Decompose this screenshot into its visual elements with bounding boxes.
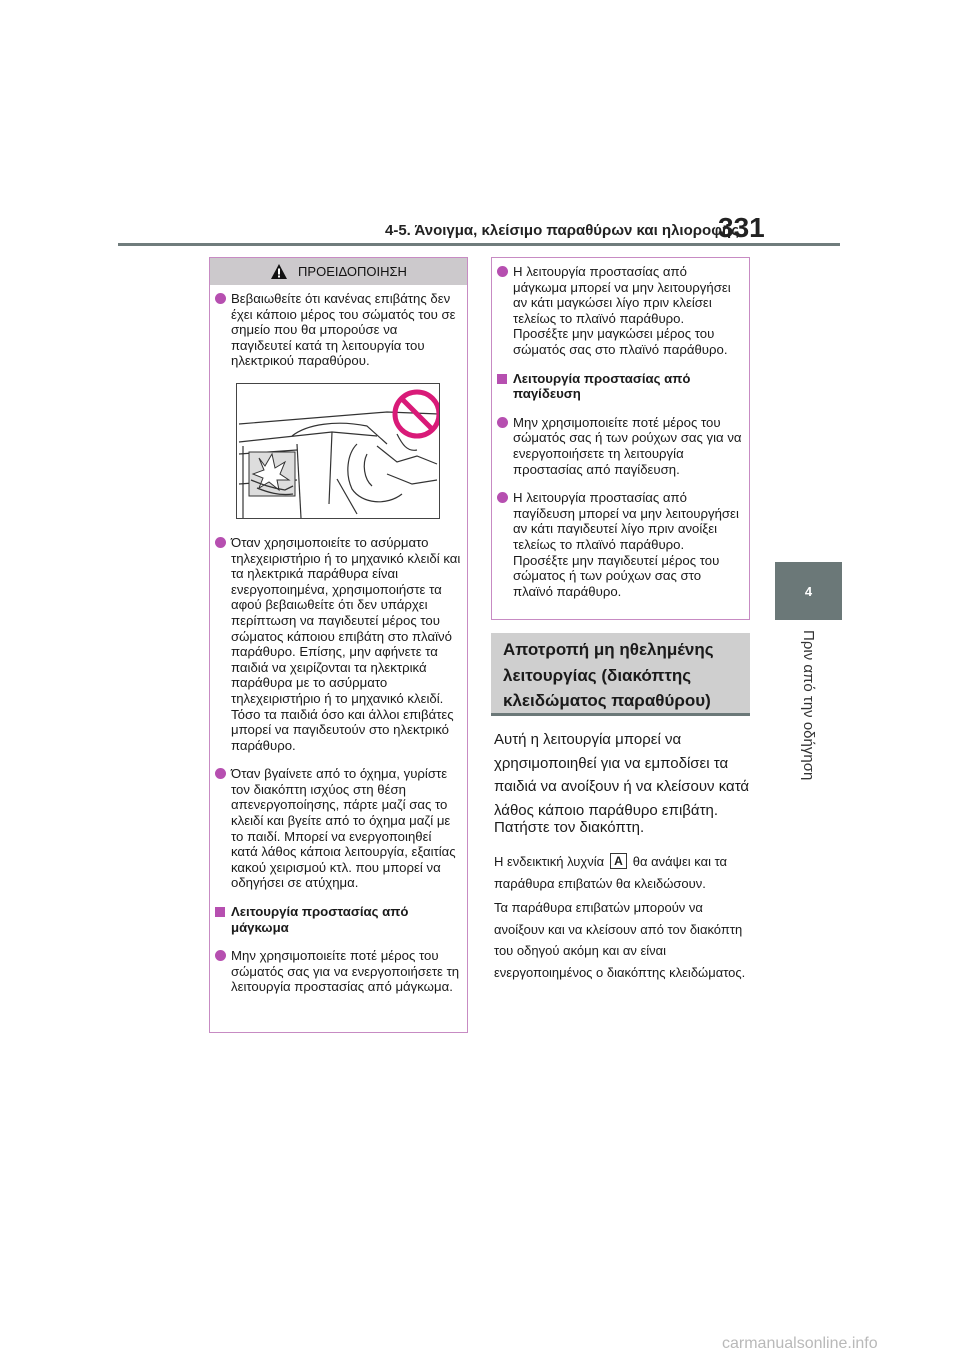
warning-item-text: Όταν βγαίνετε από το όχημα, γυρίστε τον διακόπτη ισχύος στη θέση απενεργοποίησης, πάρτε μαζί σας το κλειδί και βγείτε από το όχημα μαζί με το παιδί. Μπορεί να ενεργοποιηθεί κατά λάθος κάποια λειτουργία, εξαιτίας κακού χειρισμού κτλ. που μπορεί να οδηγήσει σε ατύχημα. — [231, 766, 456, 891]
bullet-square-icon — [497, 374, 507, 384]
driver-switch-note: Τα παράθυρα επιβατών μπορούν να ανοίξουν και να κλείσουν από τον διακόπτη του οδηγού ακόμη και αν είναι ενεργοποιημένος ο διακόπτης κλειδώματος. — [494, 900, 746, 980]
warning-subheading-text: Λειτουργία προστασίας από παγίδευση — [513, 370, 691, 402]
warning-item — [497, 490, 743, 599]
header-rule — [118, 243, 840, 246]
section-heading: Αποτροπή μη ηθελημένης λειτουργίας (διακόπτης κλειδώματος παραθύρου) — [491, 633, 750, 716]
warning-item-text: Η λειτουργία προστασίας από μάγκωμα μπορεί να μην λειτουργήσει αν κάτι μαγκώσει λίγο πριν κλείσει τελείως το πλαϊνό παράθυρο. Προσέξτε μην μαγκώσει μέρος του σώματός σας στο πλαϊνό παράθυρο. — [513, 264, 731, 357]
bullet-dot-icon — [215, 768, 226, 779]
page-number: 331 — [718, 212, 765, 243]
indicator-note-before: Η ενδεικτική λυχνία — [494, 854, 605, 869]
warning-icon — [270, 263, 288, 280]
warning-body — [210, 285, 467, 995]
indicator-note — [494, 851, 756, 894]
warning-item — [215, 535, 461, 753]
section-paragraph: Αυτή η λειτουργία μπορεί να χρησιμοποιηθεί για να εμποδίσει τα παιδιά να ανοίξουν ή να κλείσουν κατά λάθος κάποιο παράθυρο επιβάτη. — [494, 731, 750, 819]
pinched-hand-drawing — [237, 384, 439, 518]
warning-subheading — [497, 371, 743, 402]
bullet-dot-icon — [215, 950, 226, 961]
warning-item — [215, 766, 461, 891]
chapter-tab-number: 4 — [804, 583, 813, 599]
window-hand-illustration — [236, 383, 440, 519]
watermark: carmanualsonline.info — [722, 1335, 878, 1352]
chapter-title: 4-5. Άνοιγμα, κλείσιμο παραθύρων και ηλιοροφής — [385, 222, 739, 239]
warning-subheading — [215, 904, 461, 935]
warning-subheading-text: Λειτουργία προστασίας από μάγκωμα — [231, 904, 409, 935]
bullet-dot-icon — [497, 417, 508, 428]
warning-box — [209, 257, 468, 1033]
warning-item-text: Όταν χρησιμοποιείτε το ασύρματο τηλεχειριστήριο ή το μηχανικό κλειδί και τα ηλεκτρικά παράθυρα είναι ενεργοποιημένα, χρησιμοποιήστε τα αφού βεβαιωθείτε ότι δεν υπάρχει περίπτωση να παγιδευτεί μέρος του σώματος κάποιου επιβάτη στο πλαϊνό παράθυρο. Επίσης, μην αφήνετε τα παιδιά να χειρίζονται τα ηλεκτρικά παράθυρα με το ασύρματο τηλεχειριστήριο ή το μηχανικό κλειδί. Τόσο τα παιδιά όσο και άλλοι επιβάτες μπορεί να παγιδευτούν στο ηλεκτρικό παράθυρο. — [231, 534, 461, 753]
warning-item — [497, 415, 743, 477]
chapter-tab-label: Πριν από την οδήγηση — [800, 630, 817, 781]
warning-item — [215, 948, 461, 995]
warning-header — [210, 258, 467, 285]
warning-item-text: Η λειτουργία προστασίας από παγίδευση μπορεί να μην λειτουργήσει αν κάτι παγιδευτεί λίγο πριν ανοίξει τελείως το πλαϊνό παράθυρο. Προσέξτε μην παγιδευτεί μέρος του σώματος ή των ρούχων σας στο πλαϊνό παράθυρο. — [513, 490, 739, 599]
warning-item — [215, 291, 461, 369]
indicator-note-after: θα ανάψει και τα παράθυρα επιβατών θα κλειδώσουν. — [494, 854, 728, 891]
warning-title: ΠΡΟΕΙΔΟΠΟΙΗΣΗ — [298, 264, 407, 279]
bullet-square-icon — [215, 907, 225, 917]
callout-label-a: A — [610, 853, 627, 869]
warning-continued-box — [491, 257, 750, 620]
bullet-dot-icon — [215, 537, 226, 548]
bullet-dot-icon — [215, 293, 226, 304]
warning-item-text: Μην χρησιμοποιείτε ποτέ μέρος του σώματός σας ή των ρούχων σας για να ενεργοποιήσετε τη λειτουργία προστασίας από παγίδευση. — [513, 414, 742, 477]
warning-item-text: Μην χρησιμοποιείτε ποτέ μέρος του σώματός σας για να ενεργοποιήσετε τη λειτουργία προστασίας από μάγκωμα. — [231, 948, 460, 995]
bullet-dot-icon — [497, 266, 508, 277]
warning-item — [497, 264, 743, 358]
bullet-dot-icon — [497, 492, 508, 503]
warning-item-text: Βεβαιωθείτε ότι κανένας επιβάτης δεν έχει κάποιο μέρος του σώματός του σε σημείο που θα μπορούσε να παγιδευτεί κατά τη λειτουργία του ηλεκτρικού παραθύρου. — [231, 291, 456, 369]
chapter-tab — [775, 562, 842, 620]
section-instruction: Πατήστε τον διακόπτη. — [494, 819, 645, 836]
